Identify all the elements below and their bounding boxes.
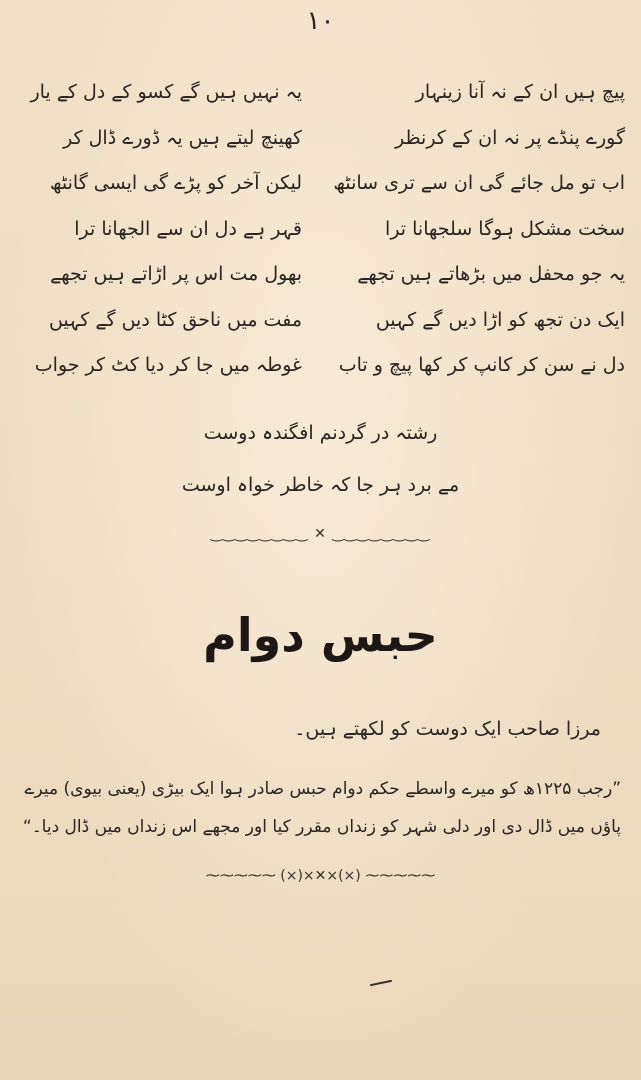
section-body-paragraph: ”رجب ۱۲۲۵ھ کو میرے واسطے حکم دوام حبس صادر ہوا ایک بیڑی (یعنی بیوی) میرے پاؤں میں ڈال دی اور دلی شہر کو زنداں مقرر کیا اور مجھے اس زنداں میں ڈال دیا۔“ bbox=[22, 779, 621, 837]
verse-line: یہ جو محفل میں بڑھاتے ہیں تجھے bbox=[357, 263, 625, 285]
verse-line: مفت میں ناحق کٹا دیں گے کہیں bbox=[48, 308, 302, 331]
verse-line: غوطہ میں جا کر دیا کٹ کر جواب bbox=[34, 354, 302, 376]
page-number: ۱۰ bbox=[306, 6, 335, 36]
verse-line: اب تو مل جائے گی ان سے تری سانٹھ bbox=[333, 172, 625, 194]
verse-line: گورے پنڈے پر نہ ان کے کرنظر bbox=[394, 126, 625, 149]
poem-left-column bbox=[22, 70, 302, 389]
verse-line: یہ نہیں ہیں گے کسو کے دل کے یار bbox=[30, 81, 302, 103]
ink-mark bbox=[370, 980, 392, 987]
verse-line: لیکن آخر کو پڑے گی ایسی گانٹھ bbox=[49, 172, 302, 194]
section-heading: حبس دوام bbox=[203, 608, 438, 662]
verse-line: ایک دن تجھ کو اڑا دیں گے کہیں bbox=[375, 308, 625, 331]
verse-line: بھول مت اس پر اڑاتے ہیں تجھے bbox=[50, 263, 302, 285]
section-intro: مرزا صاحب ایک دوست کو لکھتے ہیں۔ bbox=[294, 718, 601, 740]
ornamental-divider: ‿‿‿‿‿‿‿‿ ✕ ‿‿‿‿‿‿‿‿ bbox=[210, 526, 431, 542]
ornamental-divider: ⁓⁓⁓⁓⁓ (×)×✕×(×) ⁓⁓⁓⁓⁓ bbox=[205, 868, 436, 884]
poem-right-column bbox=[330, 70, 625, 389]
verse-line: سخت مشکل ہوگا سلجھانا ترا bbox=[385, 217, 625, 240]
verse-line: کھینچ لیتے ہیں یہ ڈورے ڈال کر bbox=[63, 126, 302, 149]
verse-line: دل نے سن کر کانپ کر کھا پیچ و تاب bbox=[338, 354, 625, 376]
closing-couplet-line: مے برد ہر جا کہ خاطر خواہ اوست bbox=[181, 474, 460, 496]
verse-line: قہر ہے دل ان سے الجھانا ترا bbox=[74, 217, 302, 240]
verse-line: پیچ ہیں ان کے نہ آنا زینہار bbox=[415, 81, 625, 103]
closing-couplet-line: رشتہ در گردنم افگندہ دوست bbox=[203, 422, 438, 444]
